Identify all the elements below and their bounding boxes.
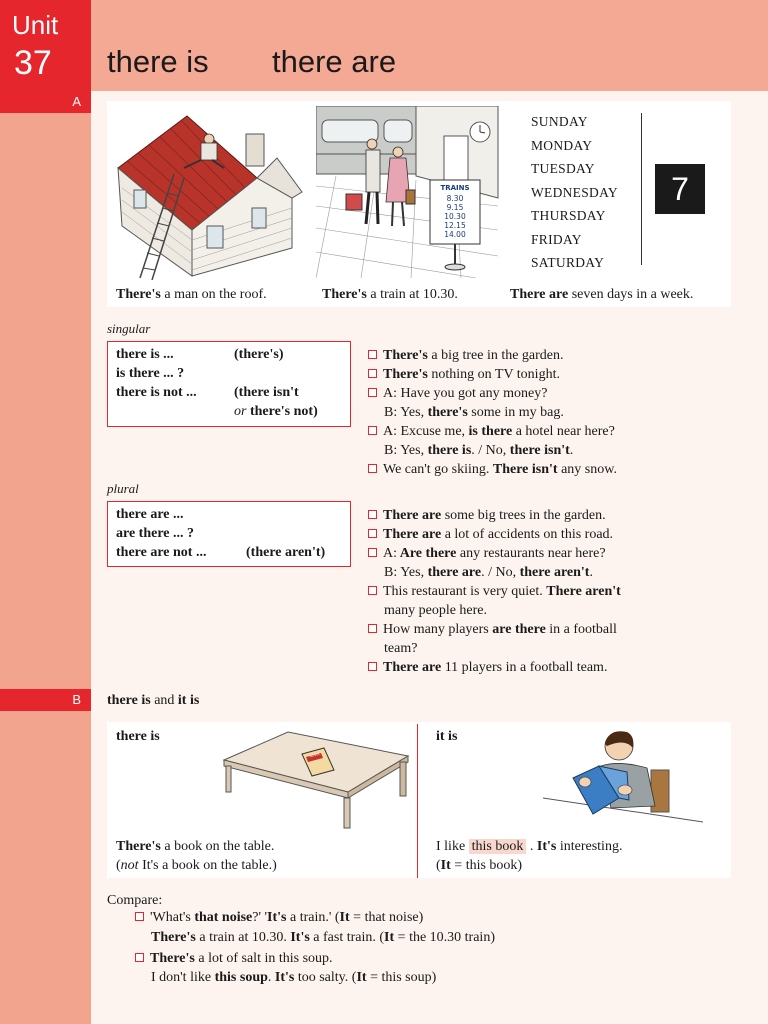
- weekday: WEDNESDAY: [531, 184, 618, 200]
- compare-label: Compare:: [107, 893, 163, 908]
- train-station-illustration: [316, 106, 500, 278]
- example-line: This restaurant is very quiet. There aren't: [368, 582, 621, 601]
- example-line: There are a lot of accidents on this road.: [368, 525, 613, 544]
- plural-label: plural: [107, 481, 139, 496]
- compare-line: There's a train at 10.30. It's a fast train. (It = the 10.30 train): [151, 930, 495, 945]
- page-title-there-is: there is: [107, 44, 209, 79]
- boy-reading-illustration: [543, 726, 713, 826]
- example-line: We can't go skiing. There isn't any snow.: [368, 460, 617, 479]
- train-board-heading: TRAINS: [440, 184, 470, 192]
- week-caption: There are seven days in a week.: [510, 287, 694, 302]
- plural-forms-table: [107, 501, 351, 567]
- weekday: THURSDAY: [531, 208, 606, 223]
- short-form-cell: (there aren't): [246, 545, 326, 560]
- short-form-cell: or there's not): [234, 404, 318, 419]
- example-line: B: Yes, there's some in my bag.: [384, 405, 564, 420]
- example-line: There's a big tree in the garden.: [368, 346, 564, 365]
- weekday: MONDAY: [531, 137, 593, 153]
- right-panel-line2: (It = this book): [436, 858, 523, 873]
- singular-label: singular: [107, 321, 151, 336]
- house-roof-illustration: [112, 108, 308, 280]
- form-cell: there are ...: [116, 507, 184, 522]
- unit-number: 37: [14, 44, 52, 82]
- example-line: A: Are there any restaurants near here?: [368, 544, 606, 563]
- example-line: B: Yes, there are. / No, there aren't.: [384, 565, 593, 580]
- section-b-tab: B: [0, 689, 91, 711]
- train-time: 14.00: [444, 230, 466, 239]
- train-time: 8.30: [446, 194, 464, 203]
- section-a-tab: A: [0, 91, 91, 113]
- right-panel-line1: I like this book . It's interesting.: [436, 839, 623, 854]
- train-time: 12.15: [444, 221, 466, 230]
- compare-line: I don't like this soup. It's too salty. (It = this soup): [151, 970, 437, 985]
- book-cover-title: NOVEL: [309, 751, 321, 759]
- weekday: SATURDAY: [531, 255, 605, 270]
- short-form-cell: (there isn't: [234, 385, 299, 400]
- example-line: A: Excuse me, is there a hotel near here?: [368, 422, 615, 441]
- example-line: There's nothing on TV tonight.: [368, 365, 560, 384]
- day-count-badge: 7: [655, 164, 705, 214]
- compare-line: 'What's that noise?' 'It's a train.' (It = that noise): [135, 908, 423, 927]
- short-form-cell: (there's): [234, 347, 284, 362]
- page-title-there-are: there are: [272, 44, 397, 79]
- example-line: A: Have you got any money?: [368, 384, 547, 403]
- panel-divider: [417, 724, 418, 878]
- singular-forms-table: [107, 341, 351, 427]
- train-time: 10.30: [444, 212, 466, 221]
- weekday-list: [531, 110, 618, 275]
- weekday: FRIDAY: [531, 231, 582, 247]
- example-line: There are 11 players in a football team.: [368, 658, 607, 677]
- form-cell: there is not ...: [116, 385, 197, 400]
- form-cell: is there ... ?: [116, 366, 185, 381]
- example-line: B: Yes, there is. / No, there isn't.: [384, 443, 574, 458]
- weekday: TUESDAY: [531, 161, 595, 176]
- book-on-table-illustration: [220, 726, 412, 830]
- roof-caption: There's a man on the roof.: [116, 287, 267, 302]
- example-line: How many players are there in a football: [368, 620, 617, 639]
- left-panel-line2: (not It's a book on the table.): [116, 858, 277, 873]
- section-b-heading: there is and it is: [107, 693, 200, 708]
- example-line: many people here.: [384, 603, 488, 618]
- form-cell: are there ... ?: [116, 526, 195, 541]
- form-cell: there is ...: [116, 347, 174, 362]
- unit-label: Unit: [12, 10, 59, 40]
- unit-badge: [0, 0, 91, 91]
- form-cell: there are not ...: [116, 545, 207, 560]
- left-panel-heading: there is: [116, 729, 160, 744]
- example-line: team?: [384, 641, 418, 656]
- weekday: SUNDAY: [531, 114, 588, 129]
- left-margin-band: [0, 0, 91, 1024]
- weekday-bracket: [634, 113, 642, 265]
- right-panel-heading: it is: [436, 729, 458, 744]
- compare-line: There's a lot of salt in this soup.: [135, 949, 333, 968]
- train-time: 9.15: [446, 203, 464, 212]
- train-caption: There's a train at 10.30.: [322, 287, 458, 302]
- example-line: There are some big trees in the garden.: [368, 506, 606, 525]
- left-panel-line1: There's a book on the table.: [116, 839, 275, 854]
